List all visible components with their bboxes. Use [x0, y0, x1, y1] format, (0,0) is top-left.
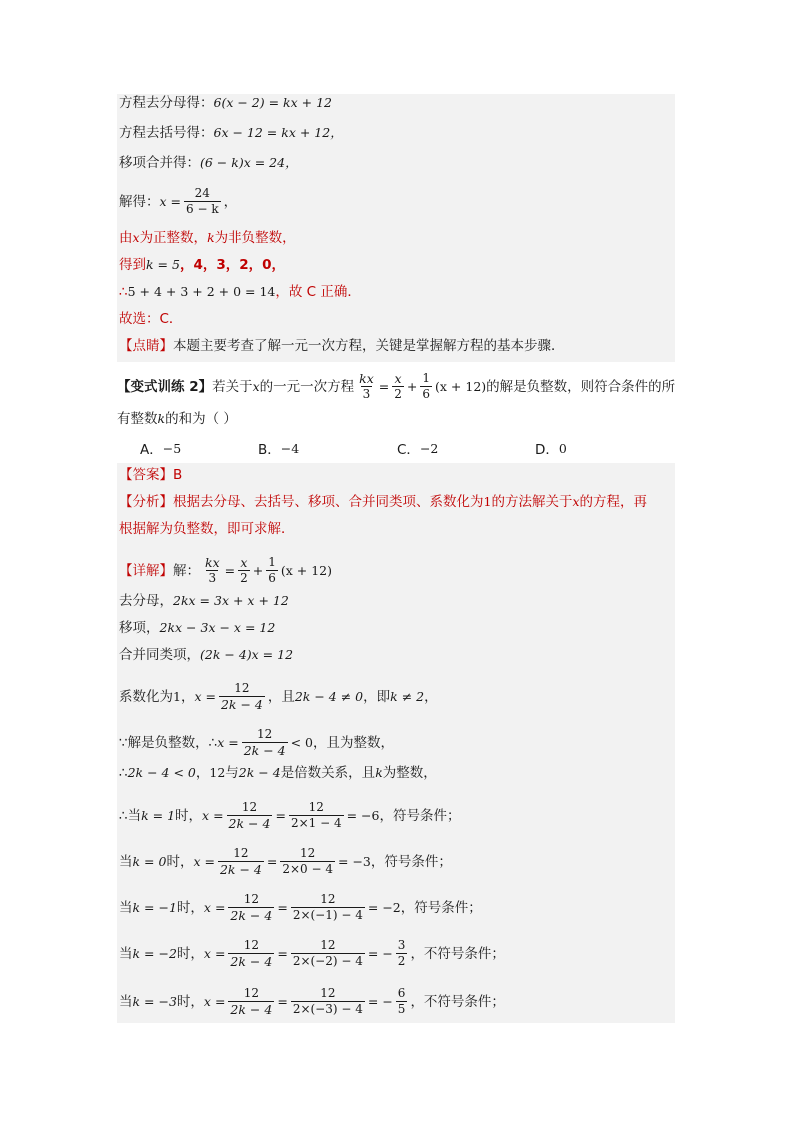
- line-values: 得到 k = 5 ，4，3，2，0，: [119, 257, 286, 273]
- option-b[interactable]: B． −4: [258, 440, 300, 458]
- case-k1: ∴当 k = 1 时， x = $\frac{12}{2k - 4}$ = $\frac{12}{2\times 1 - 4}$ = −6 ，符号条件；: [119, 800, 461, 831]
- line-brackets: 方程去括号得： 6x − 12 = kx + 12，: [119, 125, 343, 141]
- analysis-line-2: 根据解为负整数，即可求解．: [119, 521, 295, 537]
- analysis-line-1: 【分析】 根据去分母、去括号、移项、合并同类项、系数化为 1 的方法解关于 x 的方程，再: [119, 494, 648, 510]
- line-denominator: 方程去分母得： 6(x − 2) = kx + 12: [119, 95, 332, 111]
- case-k-neg3: 当 k = −3 时， x = $\frac{12}{2k - 4}$ = $\frac{12}{2\times(-3) - 4}$ = − $\frac{6}{5}$ ，不符号条件；: [119, 986, 505, 1017]
- line-solve: 解得： x = $\frac{24}{6 - k}$ ，: [119, 186, 238, 216]
- step-denominator: 去分母， 2kx = 3x + x + 12: [119, 593, 289, 609]
- case-k-neg2: 当 k = −2 时， x = $\frac{12}{2k - 4}$ = $\frac{12}{2\times(-2) - 4}$ = − $\frac{3}{2}$ ，不符号条件；: [119, 938, 505, 969]
- option-c[interactable]: C． −2: [397, 440, 439, 458]
- line-combine: 移项合并得： (6 − k)x = 24，: [119, 155, 298, 171]
- line-note: 【点睛】 本题主要考查了解一元一次方程，关键是掌握解方程的基本步骤．: [119, 338, 565, 354]
- step-coefficient: 系数化为 1 ， x = $\frac{12}{2k - 4}$ ，且 2k − 4 ≠ 0 ，即 k ≠ 2 ，: [119, 681, 438, 712]
- line-sum: ∴ 5 + 4 + 3 + 2 + 0 = 14 ，故 C 正确．: [119, 284, 361, 300]
- case-k-neg1: 当 k = −1 时， x = $\frac{12}{2k - 4}$ = $\frac{12}{2\times(-1) - 4}$ = −2 ，符号条件；: [119, 892, 482, 923]
- question-line-2: 有整数 k 的和为（ ）: [117, 411, 237, 427]
- line-choice: 故选：C．: [119, 311, 183, 327]
- question-line-1: 【变式训练 2】 若关于 x 的一元一次方程 $\frac{kx}{3}$ = $\frac{x}{2}$ + $\frac{1}{6}$ (x + 12) 的解是负整数，则符合条件的所: [117, 371, 676, 401]
- option-a[interactable]: A． −5: [140, 440, 182, 458]
- step-negative: ∵解是负整数，∴ x = $\frac{12}{2k - 4}$ < 0 ，且为整数，: [119, 727, 394, 758]
- step-multiple: ∴ 2k − 4 < 0 ， 12 与 2k − 4 是倍数关系，且 k 为整数，: [119, 765, 437, 781]
- line-condition: 由 x 为正整数， k 为非负整数，: [119, 230, 296, 246]
- case-k0: 当 k = 0 时， x = $\frac{12}{2k - 4}$ = $\frac{12}{2\times 0 - 4}$ = −3 ，符号条件；: [119, 846, 452, 877]
- step-combine: 合并同类项， (2k − 4)x = 12: [119, 647, 294, 663]
- fraction: $\frac{24}{6 - k}$: [186, 186, 219, 216]
- answer-line: 【答案】 B: [119, 467, 183, 483]
- option-d[interactable]: D． 0: [535, 440, 567, 458]
- step-move: 移项， 2kx − 3x − x = 12: [119, 620, 276, 636]
- detail-line: 【详解】 解： $\frac{kx}{3}$ = $\frac{x}{2}$ + $\frac{1}{6}$ (x + 12): [119, 555, 333, 585]
